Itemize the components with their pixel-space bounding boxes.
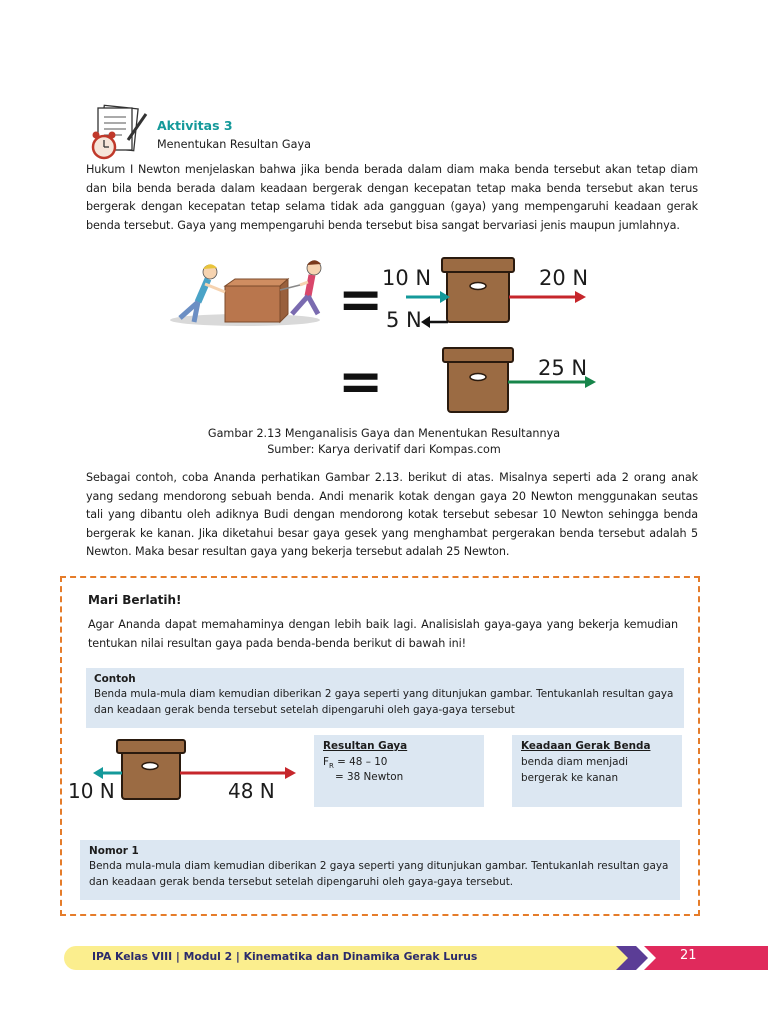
figure-source: Sumber: Karya derivatif dari Kompas.com [267, 443, 501, 456]
example-label: Contoh [94, 673, 136, 685]
example-label-48n: 48 N [228, 779, 275, 803]
figure-2-13 [160, 252, 620, 422]
footer-title: IPA Kelas VIII | Modul 2 | Kinematika dan Dinamika Gerak Lurus [92, 950, 478, 963]
question-1-text: Benda mula-mula diam kemudian diberikan 2 gaya seperti yang ditunjukan gambar. Tentukanlah resultan gaya dan keadaan gerak benda tersebut setelah dipengaruhi oleh gaya-gaya tersebut. [89, 860, 669, 888]
result-line-2: = 38 Newton [335, 771, 404, 783]
figure-caption: Gambar 2.13 Menganalisis Gaya dan Menentukan Resultannya [207, 427, 561, 440]
children-pushing-illustration [170, 260, 321, 326]
state-text: benda diam menjadi bergerak ke kanan [521, 756, 628, 784]
example-text: Benda mula-mula diam kemudian diberikan 2 gaya seperti yang ditunjukan gambar. Tentukanlah resultan gaya dan keadaan gerak benda tersebut setelah dipengaruhi oleh gaya-gaya tersebut [94, 688, 674, 716]
force-label-20n: 20 N [539, 266, 589, 290]
practice-title: Mari Berlatih! [88, 593, 182, 607]
practice-intro: Agar Ananda dapat memahaminya dengan lebih baik lagi. Analisislah gaya-gaya yang bekerja kemudian tentukan nilai resultan gaya pada benda-benda berikut di bawah ini! [88, 618, 678, 650]
activity-icon [88, 104, 150, 162]
force-label-10n: 10 N [382, 266, 432, 290]
activity-subtitle: Menentukan Resultan Gaya [157, 138, 311, 151]
equals-sign-1: = [338, 268, 384, 331]
example-figure [64, 735, 304, 805]
box-top [442, 258, 514, 322]
result-title: Resultan Gaya [323, 740, 408, 752]
result-line-1: $F_R = 48 - 10$ [323, 756, 388, 771]
question-1-label: Nomor 1 [89, 845, 139, 857]
intro-paragraph: Hukum I Newton menjelaskan bahwa jika benda berada dalam diam maka benda tersebut akan tetap diam dan bila benda berada dalam keadaan bergerak dengan kecepatan tetap maka benda tersebut akan terus bergerak dengan kecepatan tetap selama tidak ada gangguan (gaya) yang mempengaruhi keadaan gerak benda tersebut. Gaya yang mempengaruhi benda tersebut bisa sangat bervariasi jenis maupun jumlahnya. [86, 163, 698, 232]
example-label-10n: 10 N [68, 779, 115, 803]
force-label-5n: 5 N [386, 308, 422, 332]
state-title: Keadaan Gerak Benda [521, 740, 651, 752]
explanation-paragraph: Sebagai contoh, coba Ananda perhatikan Gambar 2.13. berikut di atas. Misalnya seperti ada 2 orang anak yang sedang mendorong sebuah benda. Andi menarik kotak dengan gaya 20 Newton menggunakan seutas tali yang dibantu oleh adiknya Budi dengan mendorong kotak tersebut sebesar 10 Newton sehingga benda bergerak ke kanan. Jika diketahui besar gaya gesek yang menghambat pergerakan benda tersebut adalah 5 Newton. Maka besar resultan gaya yang bekerja tersebut adalah 25 Newton. [86, 471, 698, 559]
force-label-25n: 25 N [538, 356, 588, 380]
activity-label: Aktivitas 3 [157, 118, 233, 133]
box-bottom [443, 348, 513, 412]
page-number: 21 [680, 948, 697, 963]
equals-sign-2: = [338, 350, 384, 413]
